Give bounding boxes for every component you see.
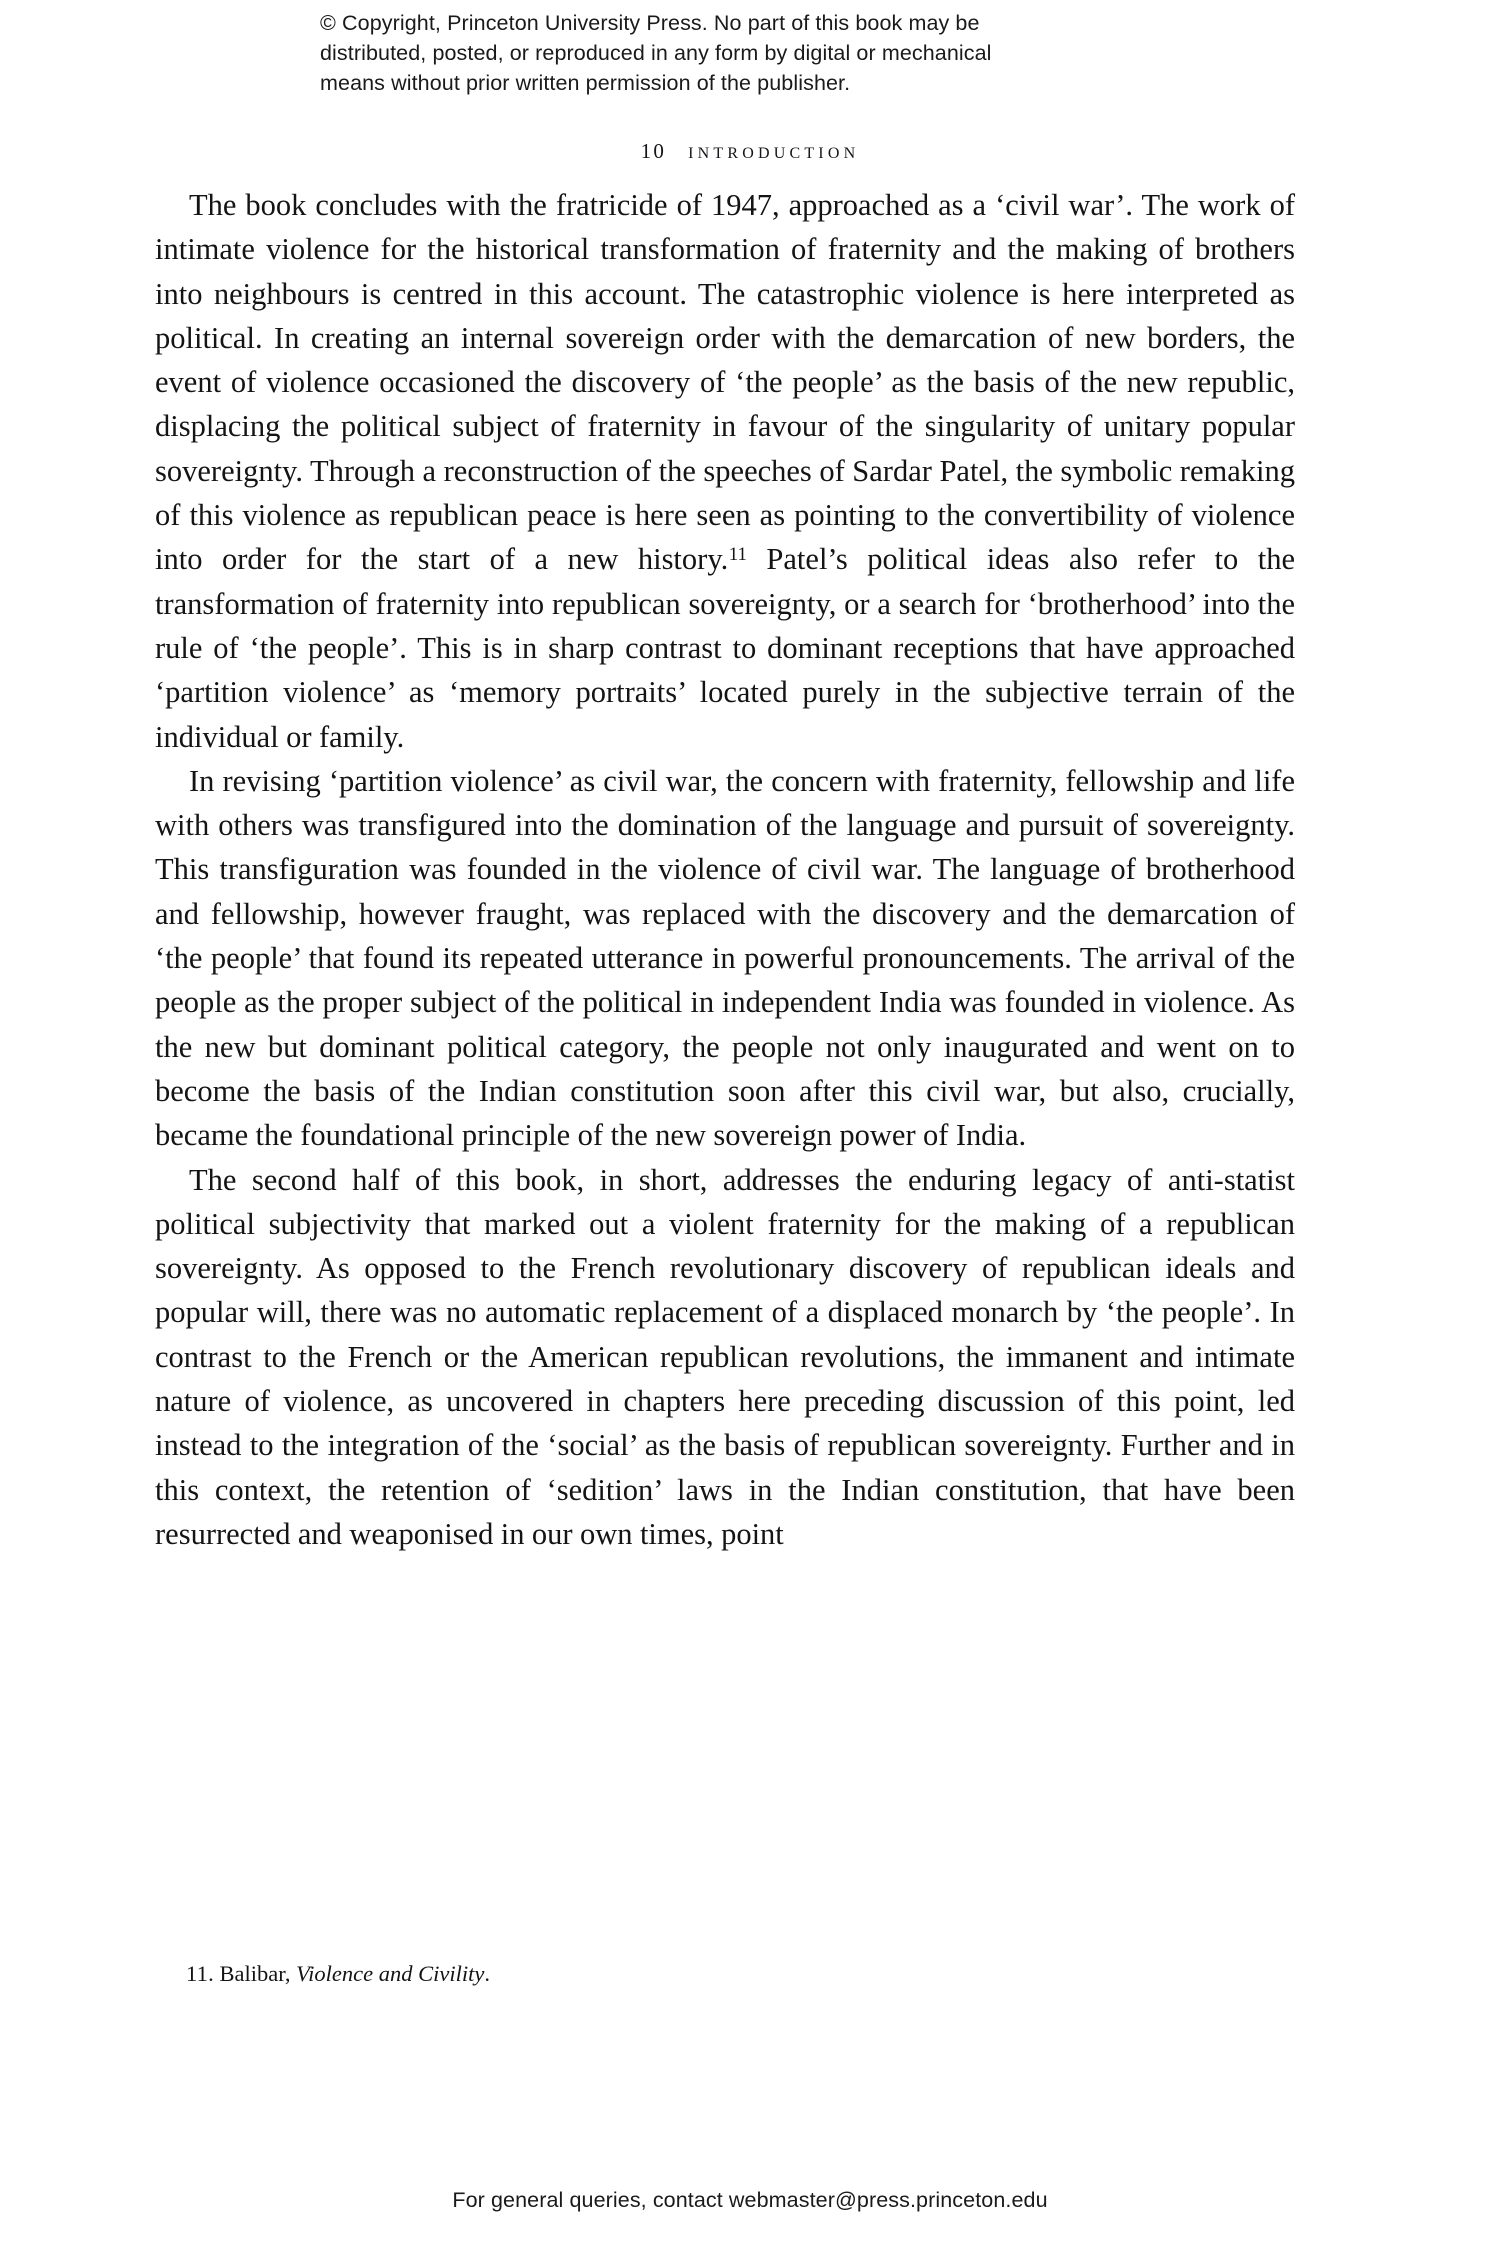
- copyright-notice-line-3: means without prior written permission of the publisher.: [320, 71, 851, 95]
- running-head: [0, 138, 1500, 164]
- paragraph-1-text-b: Patel’s political ideas also refer to the transformation of fraternity into republican sovereignty, or a search for ‘brotherhood’ into the rule of ‘the people’. This is in sharp contrast to dominant receptions that have approached ‘partition violence’ as ‘memory portraits’ located purely in the subjective terrain of the individual or family.: [155, 542, 1295, 754]
- paragraph-1-text-a: The book concludes with the fratricide of 1947, approached as a ‘civil war’. The work of intimate violence for the historical transformation of fraternity and the making of brothers into neighbours is centred in this account. The catastrophic violence is here interpreted as political. In creating an internal sovereign order with the demarcation of new borders, the event of violence occasioned the discovery of ‘the people’ as the basis of the new republic, displacing the political subject of fraternity in favour of the singularity of unitary popular sovereignty. Through a reconstruction of the speeches of Sardar Patel, the symbolic remaking of this violence as republican peace is here seen as pointing to the convertibility of violence into order for the start of a new history.: [155, 188, 1295, 577]
- contact-banner: For general queries, contact webmaster@press.princeton.edu: [452, 2188, 1048, 2212]
- footnote-entry: [186, 1959, 1296, 1989]
- copyright-notice-line-1: © Copyright, Princeton University Press. No part of this book may be: [320, 11, 980, 35]
- paragraph-3: The second half of this book, in short, addresses the enduring legacy of anti-statist political subjectivity that marked out a violent fraternity for the making of a republican sovereignty. As opposed to the French revolutionary discovery of republican ideals and popular will, there was no automatic replacement of a displaced monarch by ‘the people’. In contrast to the French or the American republican revolutions, the immanent and intimate nature of violence, as uncovered in chapters here preceding discussion of this point, led instead to the integration of the ‘social’ as the basis of republican sovereignty. Further and in this context, the retention of ‘sedition’ laws in the Indian constitution, that have been resurrected and weaponised in our own times, point: [155, 1162, 1295, 1551]
- body-text: [155, 183, 1295, 1556]
- running-head-section: introduction: [688, 138, 860, 163]
- paragraph-1: [155, 183, 1295, 759]
- page-number: 10: [640, 139, 667, 163]
- footnote-reference-11[interactable]: 11: [728, 543, 747, 565]
- footnote-number: 11.: [186, 1961, 214, 1986]
- footnote-terminator: .: [484, 1961, 490, 1986]
- copyright-notice-line-2: distributed, posted, or reproduced in any form by digital or mechanical: [320, 41, 992, 65]
- footnote-title: Violence and Civility: [296, 1961, 485, 1986]
- footnote-author: Balibar,: [213, 1961, 297, 1986]
- paragraph-2: In revising ‘partition violence’ as civil war, the concern with fraternity, fellowship and life with others was transfigured into the domination of the language and pursuit of sovereignty. This transfiguration was founded in the violence of civil war. The language of brotherhood and fellowship, however fraught, was replaced with the discovery and the demarcation of ‘the people’ that found its repeated utterance in powerful pronouncements. The arrival of the people as the proper subject of the political in independent India was founded in violence. As the new but dominant political category, the people not only inaugurated and went on to become the basis of the Indian constitution soon after this civil war, but also, crucially, became the foundational principle of the new sovereign power of India.: [155, 763, 1295, 1153]
- copyright-notice: [320, 8, 1160, 98]
